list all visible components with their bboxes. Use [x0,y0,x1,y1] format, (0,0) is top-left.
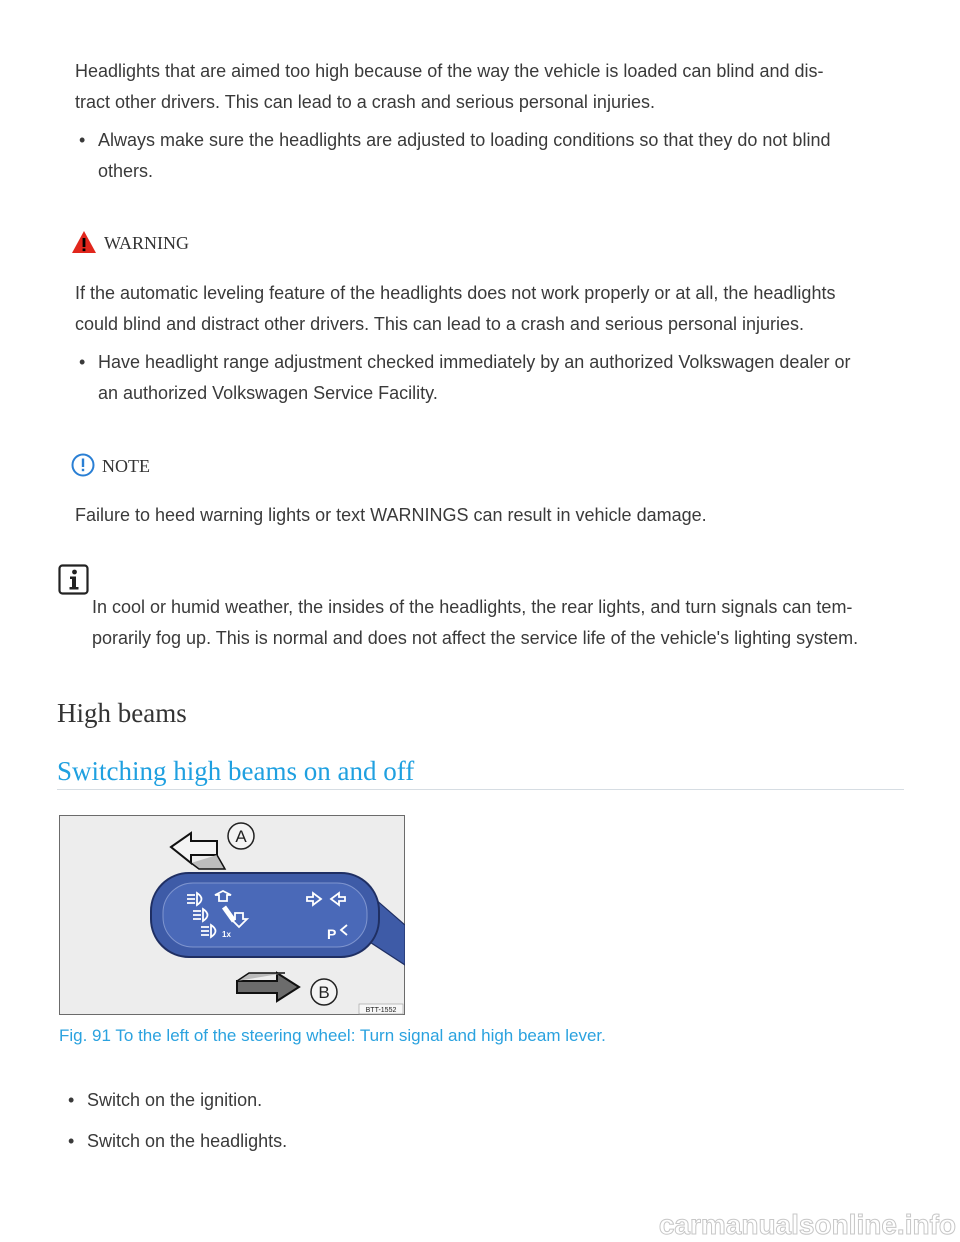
warning-icon [71,230,97,254]
info-paragraph: In cool or humid weather, the insides of the headlights, the rear lights, and turn signals can tem- porarily fog up. This is normal and does not affect the service life of the vehicle's lighting system. [92,597,859,648]
intro-bullet: • Always make sure the headlights are adjusted to loading conditions so that they do not blind others. [98,125,898,187]
figure-caption: Fig. 91 To the left of the steering wheel: Turn signal and high beam lever. [59,1026,606,1045]
note-label: NOTE [102,456,150,476]
turn-signal-lever-figure [59,815,405,1015]
subsection-heading: Switching high beams on and off [57,756,415,786]
step-item: • Switch on the headlights. [87,1126,887,1157]
callout-a-label: A [235,827,247,846]
note-icon [71,453,95,477]
note-paragraph: Failure to heed warning lights or text WARNINGS can result in vehicle damage. [75,505,707,525]
warning-label: WARNING [104,233,189,253]
heading-divider [57,789,904,790]
warning-paragraph: If the automatic leveling feature of the headlights does not work properly or at all, the headlights could blind and distract other drivers. This can lead to a crash and serious personal injuries. [75,283,836,334]
svg-text:carmanualsonline.info: carmanualsonline.info [658,1209,956,1240]
callout-b-label: B [318,983,330,1002]
intro-paragraph: Headlights that are aimed too high because of the way the vehicle is loaded can blind and dis- tract other drivers. This can lead to a crash and serious personal injuries. [75,61,824,112]
watermark [640,1208,958,1240]
warning-bullet: • Have headlight range adjustment checked immediately by an authorized Volkswagen dealer or an authorized Volkswagen Service Facility. [98,347,898,409]
svg-text:P: P [327,926,337,942]
figure-code: BTT-1552 [365,1007,397,1014]
step-item: • Switch on the ignition. [87,1085,887,1116]
info-icon [58,564,89,595]
svg-text:1x: 1x [222,930,231,939]
section-heading: High beams [57,698,187,728]
